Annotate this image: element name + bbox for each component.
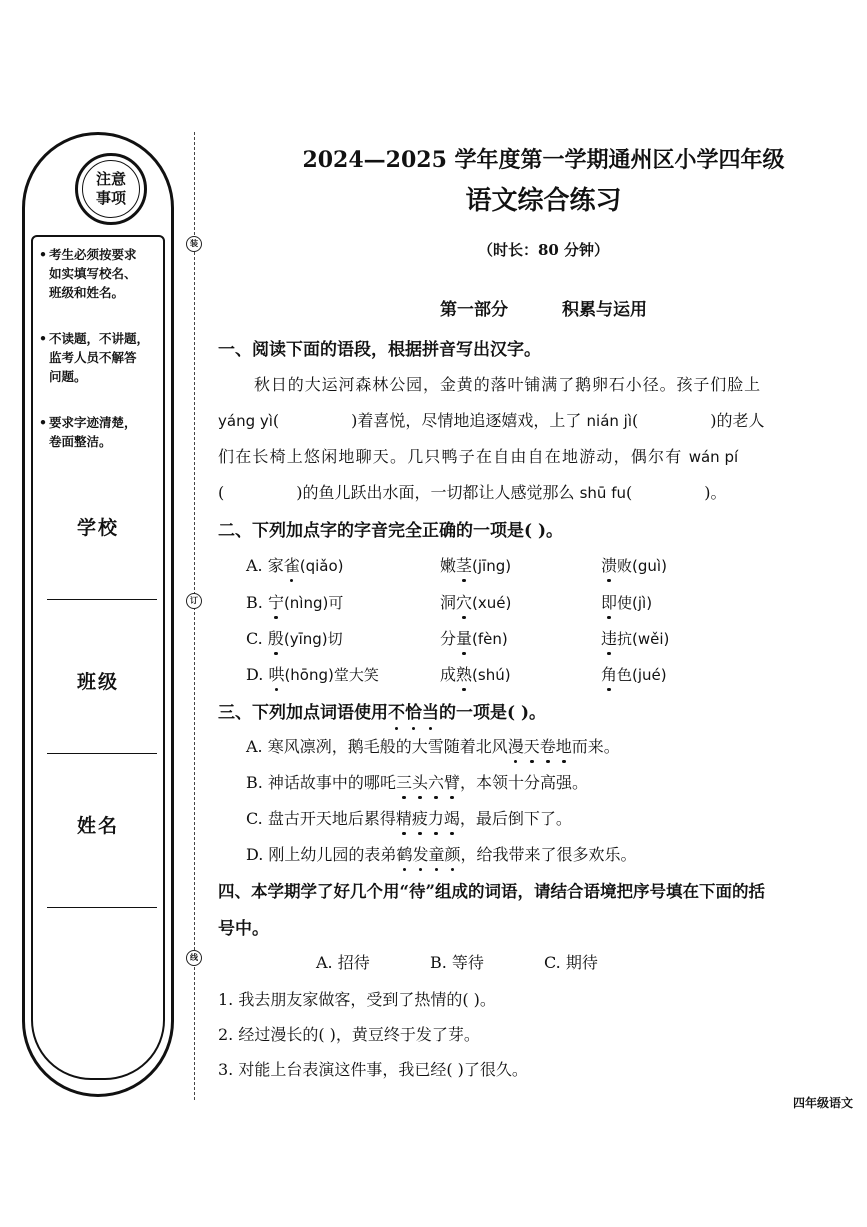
part-title [220, 295, 867, 320]
rule-2-line-3: 问题。 [49, 369, 87, 384]
exam-duration: （时长：80 分钟） [477, 241, 610, 259]
rule-3 [41, 413, 155, 451]
q2-option-d-3: 角色(jué) [601, 665, 667, 684]
q1-blank-3[interactable]: ( ) [218, 483, 303, 502]
q4-item-3[interactable]: 3. 对能上台表演这件事，我已经( )了很久。 [218, 1060, 528, 1079]
rule-2 [41, 329, 155, 386]
rule-1-line-2: 如实填写校名、 [49, 266, 137, 281]
notice-text-1: 注意 [95, 170, 126, 188]
rule-3-line-1: • 要求字迹清楚， [49, 415, 137, 430]
q1-text-line-1: 秋日的大运河森林公园，金黄的落叶铺满了鹅卵石小径。孩子们脸上 [254, 375, 762, 394]
part-number: 第一部分 [440, 300, 508, 320]
q1-blank-4[interactable]: ( ) [626, 483, 711, 502]
name-input-line[interactable] [47, 907, 157, 908]
school-input-line[interactable] [47, 599, 157, 600]
q1-text-line-3 [218, 444, 738, 467]
q4-item-2[interactable]: 2. 经过漫长的( )，黄豆终于发了芽。 [218, 1025, 480, 1044]
q1-text-line-4: ( )的鱼儿跃出水面，一切都让人感觉那么 shū fu( )。 [218, 483, 727, 502]
q4-heading-line-1: 四、本学期学了好几个用“待”组成的词语，请结合语境把序号填在下面的括 [218, 882, 765, 901]
rule-2-line-1: • 不读题，不讲题， [49, 331, 150, 346]
rule-1-line-1: • 考生必须按要求 [49, 247, 137, 262]
q3-option-a[interactable]: A. 寒风凛冽，鹅毛般的大雪随着北风漫天卷地而来。 [246, 737, 620, 756]
q3-option-d[interactable]: D. 刚上幼儿园的表弟鹤发童颜，给我带来了很多欢乐。 [246, 845, 637, 864]
q4-heading-line-2: 号中。 [218, 919, 269, 939]
rule-2-line-2: 监考人员不解答 [49, 350, 137, 365]
q4-item-1[interactable]: 1. 我去朋友家做客，受到了热情的( )。 [218, 990, 496, 1009]
school-label: 学校 [76, 517, 119, 539]
exam-title-line-1: 2024—2025 学年度第一学期通州区小学四年级 [302, 147, 785, 173]
q4-choice-a: A. 招待 [316, 953, 370, 972]
q2-option-d-2: 成熟(shú) [440, 665, 511, 684]
q2-heading: 二、下列加点字的字音完全正确的一项是( )。 [218, 521, 564, 541]
rule-1-line-3: 班级和姓名。 [49, 285, 125, 300]
q1-pinyin-3: wán pí [688, 448, 739, 466]
q2-option-c-2: 分量(fèn) [440, 629, 508, 648]
class-input-line[interactable] [47, 753, 157, 754]
q1-pinyin-1: yáng yì [218, 412, 273, 430]
sidebar-inner-box [31, 235, 165, 1080]
q2-option-b-1[interactable]: B. 宁(nìng)可 [246, 593, 344, 612]
q1-text-3: 们在长椅上悠闲地聊天。几只鸭子在自由自在地游动，偶尔有 [218, 447, 683, 466]
class-label: 班级 [76, 671, 119, 693]
binding-mark-xian: 线 [186, 950, 202, 966]
q2-option-c-1[interactable]: C. 殷(yīng)切 [246, 629, 343, 648]
exam-info-sidebar [22, 132, 174, 1097]
q2-option-a-1[interactable]: A. 家雀(qiǎo) [246, 556, 344, 575]
notice-text-2: 事项 [95, 189, 126, 207]
exam-title-line-2: 语文综合练习 [465, 186, 622, 216]
name-label: 姓名 [76, 815, 119, 837]
q2-option-b-2: 洞穴(xué) [440, 593, 512, 612]
rule-3-line-2: 卷面整洁。 [49, 434, 112, 449]
q3-option-c[interactable]: C. 盘古开天地后累得精疲力竭，最后倒下了。 [246, 809, 572, 828]
q1-heading: 一、阅读下面的语段，根据拼音写出汉字。 [218, 340, 541, 360]
q1-blank-2[interactable]: ( ) [632, 411, 717, 430]
q2-option-a-2: 嫩茎(jīng) [440, 556, 512, 575]
q4-choice-c: C. 期待 [544, 953, 598, 972]
binding-mark-zhuang: 装 [186, 236, 202, 252]
q1-pinyin-4: shū fu [579, 484, 626, 502]
notice-badge-inner [82, 160, 140, 218]
q3-dotted-word: 不恰当 [388, 703, 439, 723]
q1-blank-1[interactable]: ( ) [272, 411, 358, 430]
q1-text-4a: 的鱼儿跃出水面，一切都让人感觉那么 [302, 483, 575, 502]
q2-option-c-3: 违抗(wěi) [601, 629, 670, 648]
notice-badge [75, 153, 147, 225]
part-name: 积累与运用 [562, 300, 647, 320]
q4-choice-b: B. 等待 [430, 953, 484, 972]
q1-text-2a: 着喜悦，尽情地追逐嬉戏，上了 [357, 411, 582, 430]
page-footer: 四年级语文 [792, 1096, 853, 1110]
q3-heading: 三、下列加点词语使用不恰当的一项是( )。 [218, 703, 547, 723]
rule-1 [41, 245, 155, 302]
q1-pinyin-2: nián jì [586, 412, 633, 430]
q2-option-a-3: 溃败(guì) [601, 556, 667, 575]
q2-option-b-3: 即使(jì) [601, 593, 653, 612]
q2-option-d-1[interactable]: D. 哄(hōng)堂大笑 [246, 665, 379, 684]
q3-option-b[interactable]: B. 神话故事中的哪吒三头六臂，本领十分高强。 [246, 773, 589, 792]
q1-text-2b: 的老人 [716, 411, 765, 430]
q1-text-line-2 [218, 408, 765, 431]
binding-mark-ding: 订 [186, 593, 202, 609]
